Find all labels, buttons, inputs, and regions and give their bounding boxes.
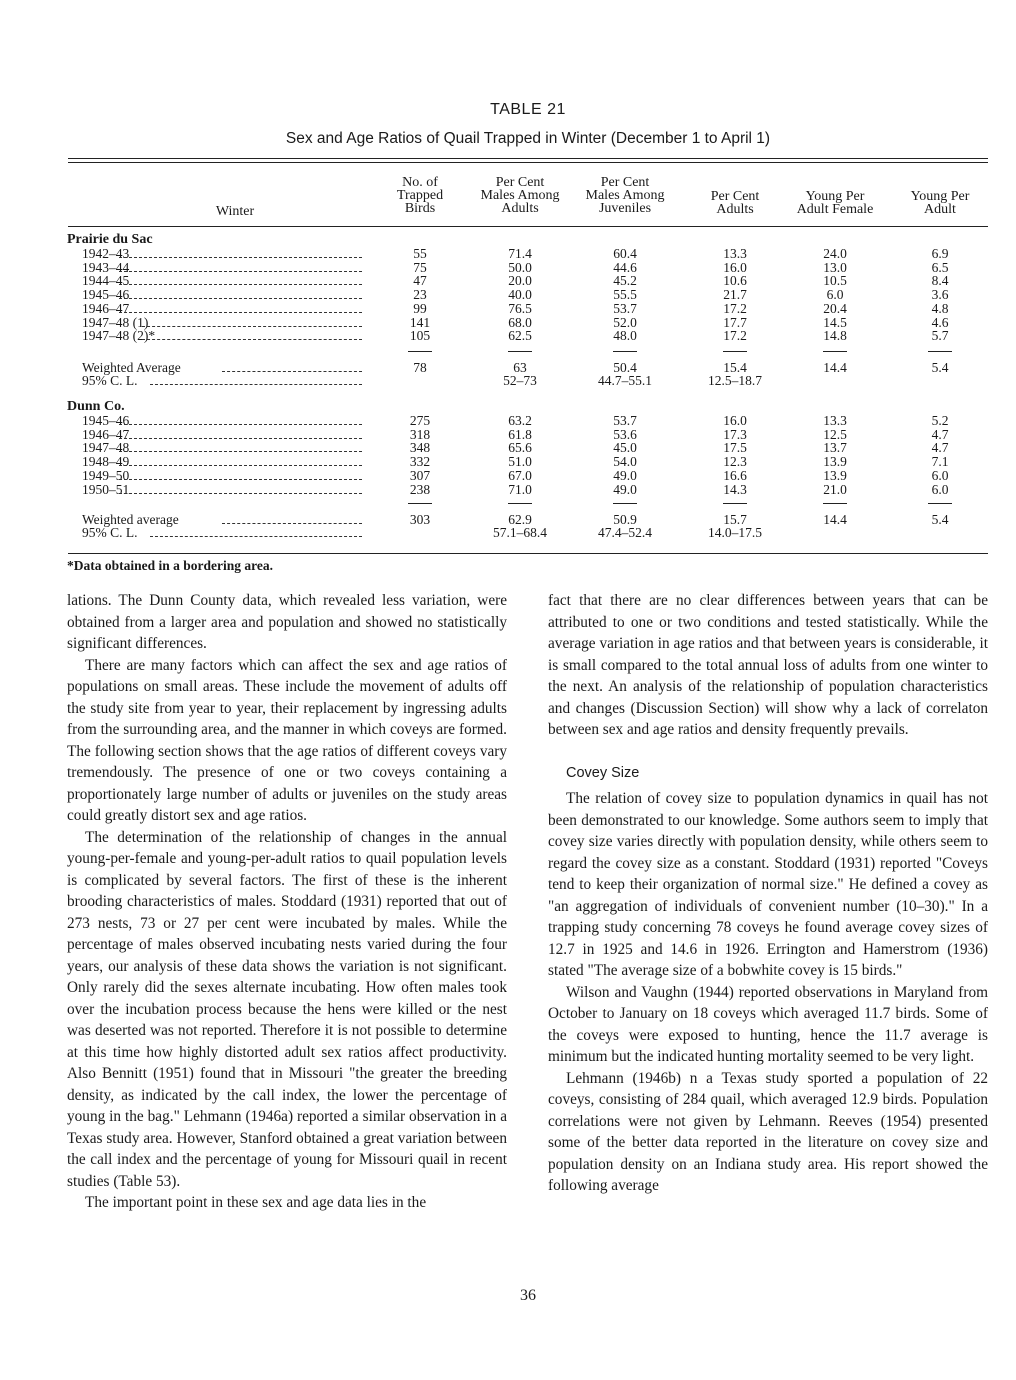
table-cell: 14.8 xyxy=(823,328,847,344)
table-cell: 13.7 xyxy=(823,440,847,456)
header-winter: Winter xyxy=(215,204,255,219)
table-cell: 13.3 xyxy=(823,413,847,428)
table-cell: 20.0 xyxy=(508,273,532,289)
header-no-trapped: No. of Trapped Birds xyxy=(396,175,444,216)
leader-dots xyxy=(150,384,362,385)
table-cell: 21.0 xyxy=(823,481,847,497)
table-cell: 348 xyxy=(409,440,431,456)
table-cell: 45.0 xyxy=(613,440,637,456)
table-cell: 332 xyxy=(409,454,431,470)
separator-dash xyxy=(408,351,432,352)
table-row-label: 1947–48 xyxy=(82,440,130,456)
leader-dots xyxy=(119,424,362,425)
table-cell: 63 xyxy=(513,360,527,375)
header-males-among-juveniles: Per Cent Males Among Juveniles xyxy=(585,175,665,216)
table-cell: 15.4 xyxy=(723,360,747,375)
table-cell: 62.5 xyxy=(508,328,532,344)
page-number: 36 xyxy=(520,1287,536,1304)
leader-dots xyxy=(119,438,362,439)
paragraph: The important point in these sex and age data lies in the xyxy=(85,1194,427,1211)
leader-dots xyxy=(142,339,362,340)
table-cell: 17.2 xyxy=(723,300,747,316)
left-text-column xyxy=(67,590,507,1214)
table-cell: 20.4 xyxy=(823,300,847,316)
separator-dash xyxy=(613,503,637,504)
separator-dash xyxy=(928,503,952,504)
table-cell: 50.0 xyxy=(508,259,532,275)
table-cell: 24.0 xyxy=(823,246,847,261)
table-cell: 12.3 xyxy=(723,454,747,470)
paragraph: Wilson and Vaughn (1944) reported observations in Maryland from October to January on 18 coveys which averaged 11.7 birds. Some of the coveys were exposed to hunting, hence the 11.7 average is minimum but the indicated hunting mortality seemed to be very light. xyxy=(548,983,988,1065)
confidence-limit-label: 95% C. L. xyxy=(82,525,138,540)
leader-dots xyxy=(119,493,362,494)
table-top-rule-second xyxy=(68,162,988,163)
separator-dash xyxy=(823,503,847,504)
table-cell: 67.0 xyxy=(508,467,532,483)
table-cell: 8.4 xyxy=(931,273,949,289)
leader-dots xyxy=(119,312,362,313)
table-cell: 53.7 xyxy=(613,413,637,428)
table-cell: 53.6 xyxy=(613,426,637,442)
table-cell: 16.0 xyxy=(723,413,747,428)
table-cell: 76.5 xyxy=(508,300,532,316)
table-cell: 6.0 xyxy=(931,467,949,483)
separator-dash xyxy=(408,503,432,504)
table-cell: 47 xyxy=(413,273,427,289)
header-young-per-adult-female: Young Per Adult Female xyxy=(796,189,874,217)
table-cell: 51.0 xyxy=(508,454,532,470)
weighted-average-label: Weighted Average xyxy=(82,360,181,375)
table-cell: 55 xyxy=(413,246,427,261)
table-cell: 52–73 xyxy=(503,373,537,388)
table-cell: 99 xyxy=(413,300,427,316)
table-cell: 75 xyxy=(413,259,427,275)
table-cell: 318 xyxy=(409,426,431,442)
table-cell: 23 xyxy=(413,287,427,303)
confidence-limit-label: 95% C. L. xyxy=(82,373,138,388)
table-bottom-rule xyxy=(68,553,988,554)
separator-dash xyxy=(723,351,747,352)
table-cell: 12.5–18.7 xyxy=(708,373,762,388)
table-cell: 6.9 xyxy=(931,246,949,261)
table-cell: 50.9 xyxy=(613,512,637,527)
table-cell: 12.5 xyxy=(823,426,847,442)
table-cell: 16.6 xyxy=(723,467,747,483)
table-cell: 60.4 xyxy=(613,246,637,261)
leader-dots xyxy=(142,326,362,327)
table-row-label: 1945–46 xyxy=(82,413,130,428)
table-cell: 48.0 xyxy=(613,328,637,344)
table-cell: 49.0 xyxy=(613,467,637,483)
paragraph: fact that there are no clear differences between years that can be attributed to one or two conditions and tested statistically. While the average variation in age ratios and that between years is considerable, it is small compared to the total annual loss of adults from one winter to the next. An analysis of the relationship of population characteristics and changes (Discussion Section) will show why a lack of correlaton between sex and age ratios and density frequently prevails. xyxy=(548,592,988,738)
table-cell: 307 xyxy=(409,467,431,483)
table-cell: 4.8 xyxy=(931,300,949,316)
separator-dash xyxy=(928,351,952,352)
table-cell: 17.5 xyxy=(723,440,747,456)
table-row-label: 1949–50 xyxy=(82,467,130,483)
table-cell: 40.0 xyxy=(508,287,532,303)
table-caption: Sex and Age Ratios of Quail Trapped in Winter (December 1 to April 1) xyxy=(285,130,771,147)
paragraph: The determination of the relationship of changes in the annual young-per-female and young-per-adult ratios to quail population levels is complicated by several factors. The first of these is the inherent brooding characteristics of males. Stoddard (1931) reported that out of 273 nests, 73 or 27 per cent were incubated by males. While the percentage of males observed incubating nests varied during the four years, our analysis of these data shows the variation is not significant. Only rarely did the sexes alternate incubating. How often males took over the incubation process because the hens were killed or the nest was deserted was not reported. Therefore it is not possible to determine at this time how highly distorted adult sex ratios affect productivity. Also Bennitt (1951) found that in Missouri "the greater the breeding density, as indicated by the call index, the lower the percentage of young in the bag." Lehmann (1946a) reported a similar observation in a Texas study area. However, Stanford obtained a great variation between the call index and the percentage of young for Missouri quail in recent studies (Table 53). xyxy=(67,828,507,1190)
leader-dots xyxy=(222,371,362,372)
table-cell: 4.7 xyxy=(931,426,949,442)
separator-dash xyxy=(723,503,747,504)
table-cell: 4.6 xyxy=(931,314,949,330)
table-cell: 6.5 xyxy=(931,259,949,275)
table-cell: 44.6 xyxy=(613,259,637,275)
table-cell: 14.4 xyxy=(823,360,847,375)
table-cell: 14.5 xyxy=(823,314,847,330)
table-cell: 71.4 xyxy=(508,246,532,261)
table-group-name: Dunn Co. xyxy=(67,399,125,414)
table-cell: 61.8 xyxy=(508,426,532,442)
table-cell: 44.7–55.1 xyxy=(598,373,652,388)
table-row-label: 1950–51 xyxy=(82,481,130,497)
table-cell: 53.7 xyxy=(613,300,637,316)
table-cell: 141 xyxy=(409,314,431,330)
table-cell: 14.4 xyxy=(823,512,847,527)
header-per-cent-adults: Per Cent Adults xyxy=(710,189,760,217)
table-header-rule xyxy=(68,226,988,227)
table-cell: 4.7 xyxy=(931,440,949,456)
table-cell: 13.0 xyxy=(823,259,847,275)
table-cell: 13.3 xyxy=(723,246,747,261)
section-heading: Covey Size xyxy=(566,764,640,781)
table-cell: 49.0 xyxy=(613,481,637,497)
leader-dots xyxy=(119,451,362,452)
leader-dots xyxy=(119,284,362,285)
right-text-column xyxy=(548,590,988,1197)
table-cell: 14.3 xyxy=(723,481,747,497)
table-cell: 14.0–17.5 xyxy=(708,525,762,540)
table-footnote: *Data obtained in a bordering area. xyxy=(67,558,274,573)
leader-dots xyxy=(222,523,362,524)
paragraph: The relation of covey size to population dynamics in quail has not been demonstrated to our knowledge. Some authors seem to imply that covey size varies directly with population density, while others seem to regard the covey size as a constant. Stoddard (1931) reported "Coveys tend to keep their organization of normal size." He defined a covey as "an aggregation of individuals of convenient number (10–30)." In a trapping study concerning 78 coveys he found average covey sizes of 12.7 in 1925 and 14.6 in 1926. Errington and Hamerstrom (1936) stated "The average size of a bobwhite covey is 15 birds." xyxy=(548,790,988,979)
separator-dash xyxy=(508,351,532,352)
table-cell: 62.9 xyxy=(508,512,532,527)
table-row-label: 1946–47 xyxy=(82,300,130,316)
table-cell: 10.6 xyxy=(723,273,747,289)
table-cell: 78 xyxy=(413,360,427,375)
table-cell: 17.7 xyxy=(723,314,747,330)
table-cell: 238 xyxy=(409,481,431,497)
table-cell: 275 xyxy=(409,413,431,428)
table-cell: 50.4 xyxy=(613,360,637,375)
table-row-label: 1948–49 xyxy=(82,454,130,470)
table-cell: 5.4 xyxy=(931,512,949,527)
table-cell: 6.0 xyxy=(826,287,844,303)
table-cell: 63.2 xyxy=(508,413,532,428)
table-cell: 303 xyxy=(409,512,431,527)
table-cell: 47.4–52.4 xyxy=(598,525,652,540)
table-cell: 3.6 xyxy=(931,287,949,303)
table-cell: 71.0 xyxy=(508,481,532,497)
leader-dots xyxy=(119,298,362,299)
table-title: TABLE 21 xyxy=(490,101,566,118)
header-males-among-adults: Per Cent Males Among Adults xyxy=(480,175,560,216)
table-cell: 65.6 xyxy=(508,440,532,456)
leader-dots xyxy=(119,271,362,272)
table-group-name: Prairie du Sac xyxy=(67,232,153,247)
table-row-label: 1944–45 xyxy=(82,273,130,289)
table-cell: 54.0 xyxy=(613,454,637,470)
separator-dash xyxy=(823,351,847,352)
table-cell: 5.2 xyxy=(931,413,949,428)
table-cell: 13.9 xyxy=(823,454,847,470)
paragraph: lations. The Dunn County data, which revealed less variation, were obtained from a larger area and population and showed no statistically significant differences. xyxy=(67,592,507,652)
paragraph: There are many factors which can affect the sex and age ratios of populations on small areas. These include the movement of adults off the study site from year to year, their replacement by ingressing adults from the surrounding area, and the manner in which coveys are formed. The following section shows that the age ratios of different coveys vary tremendously. The presence of one or two coveys containing a proportionately large number of adults or juveniles on the study areas could greatly distort sex and age ratios. xyxy=(67,656,507,824)
table-cell: 16.0 xyxy=(723,259,747,275)
separator-dash xyxy=(508,503,532,504)
table-cell: 55.5 xyxy=(613,287,637,303)
table-cell: 21.7 xyxy=(723,287,747,303)
table-row-label: 1945–46 xyxy=(82,287,130,303)
table-cell: 105 xyxy=(409,328,431,344)
table-row-label: 1947–48 (1) xyxy=(82,314,149,330)
table-cell: 6.0 xyxy=(931,481,949,497)
weighted-average-label: Weighted average xyxy=(82,512,179,527)
table-cell: 45.2 xyxy=(613,273,637,289)
table-cell: 5.7 xyxy=(931,328,949,344)
table-cell: 57.1–68.4 xyxy=(493,525,547,540)
table-cell: 17.3 xyxy=(723,426,747,442)
table-row-label: 1943–44 xyxy=(82,259,130,275)
table-cell: 13.9 xyxy=(823,467,847,483)
table-cell: 68.0 xyxy=(508,314,532,330)
header-young-per-adult: Young Per Adult xyxy=(910,189,970,217)
table-top-rule xyxy=(68,158,988,159)
table-cell: 10.5 xyxy=(823,273,847,289)
paragraph: Lehmann (1946b) n a Texas study sported a population of 22 coveys, consisting of 284 quail, which averaged 12.9 birds. Population correlations were not given by Lehmann. Reeves (1954) presented some of the better data reported in the literature on covey size and population density on an Indiana study area. His report showed the following average xyxy=(548,1069,988,1194)
table-cell: 15.7 xyxy=(723,512,747,527)
leader-dots xyxy=(119,257,362,258)
table-row-label: 1947–48 (2)* xyxy=(82,328,156,344)
leader-dots xyxy=(119,465,362,466)
table-row-label: 1942–43 xyxy=(82,246,130,261)
leader-dots xyxy=(150,536,362,537)
table-row-label: 1946–47 xyxy=(82,426,130,442)
table-cell: 5.4 xyxy=(931,360,949,375)
table-cell: 52.0 xyxy=(613,314,637,330)
table-cell: 17.2 xyxy=(723,328,747,344)
leader-dots xyxy=(119,479,362,480)
table-cell: 7.1 xyxy=(931,454,949,470)
separator-dash xyxy=(613,351,637,352)
